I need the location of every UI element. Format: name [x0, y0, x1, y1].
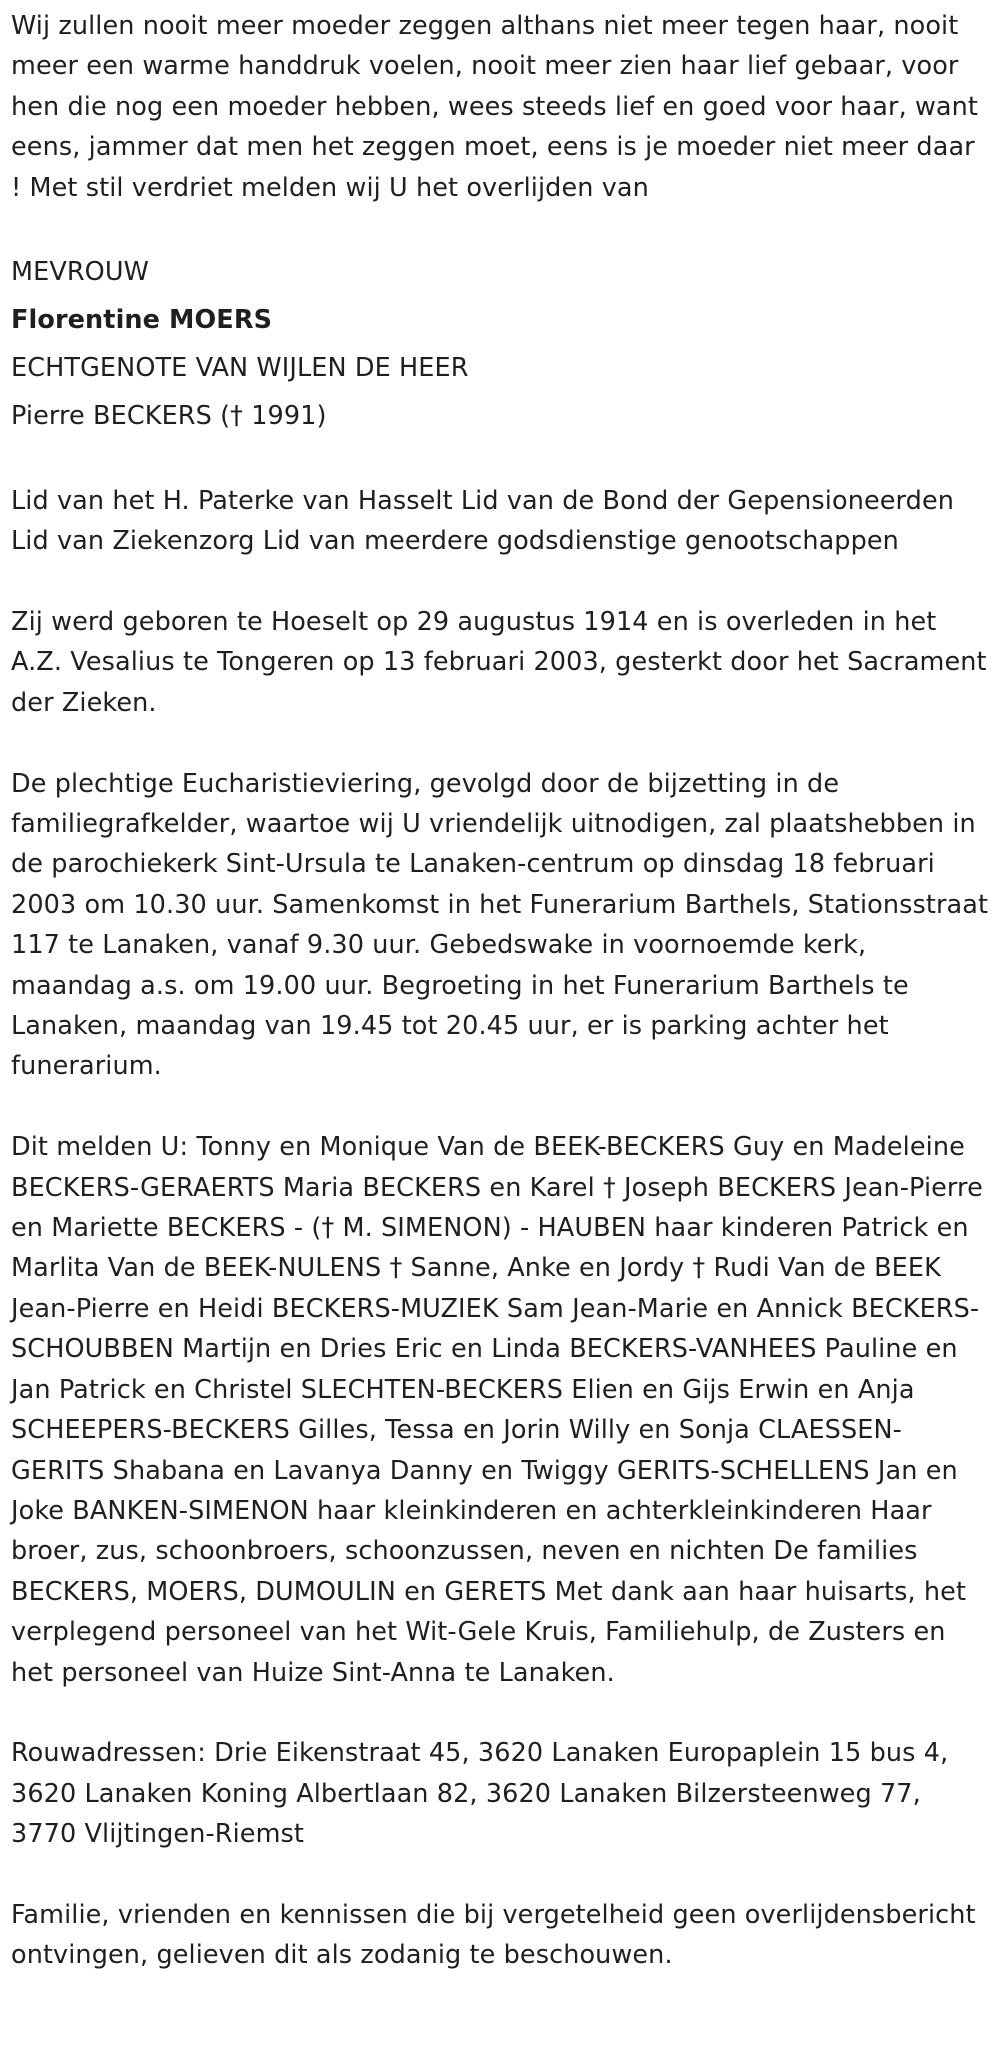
spouse-name: Pierre BECKERS († 1991)	[11, 401, 327, 432]
addresses-paragraph: Rouwadressen: Drie Eikenstraat 45, 3620 Lanaken Europaplein 15 bus 4, 3620 Lanaken Koning Albertlaan 82, 3620 Lanaken Bilzersteenweg 77, 3770 Vlijtingen-Riemst	[11, 1738, 949, 1850]
spacer	[11, 440, 991, 480]
memberships-paragraph: Lid van het H. Paterke van Hasselt Lid van de Bond der Gepensioneerden Lid van Ziekenzorg Lid van meerdere godsdienstige genootschappen	[11, 485, 955, 557]
spacer	[11, 1087, 991, 1127]
closing-paragraph: Familie, vrienden en kennissen die bij vergetelheid geen overlijdensbericht ontvingen, gelieven dit als zodanig te beschouwen.	[11, 1899, 976, 1971]
spacer	[11, 1693, 991, 1733]
family-paragraph: Dit melden U: Tonny en Monique Van de BEEK-BECKERS Guy en Madeleine BECKERS-GERAERTS Maria BECKERS en Karel † Joseph BECKERS Jean-Pierre en Mariette BECKERS - († M. SIMENON) - HAUBEN haar kinderen Patrick en Marlita Van de BEEK-NULENS † Sanne, Anke en Jordy † Rudi Van de BEEK Jean-Pierre en Heidi BECKERS-MUZIEK Sam Jean-Marie en Annick BECKERS-SCHOUBBEN Martijn en Dries Eric en Linda BECKERS-VANHEES Pauline en Jan Patrick en Christel SLECHTEN-BECKERS Elien en Gijs Erwin en Anja SCHEEPERS-BECKERS Gilles, Tessa en Jorin Willy en Sonja CLAESSEN-GERITS Shabana en Lavanya Danny en Twiggy GERITS-SCHELLENS Jan en Joke BANKEN-SIMENON haar kleinkinderen en achterkleinkinderen Haar broer, zus, schoonbroers, schoonzussen, neven en nichten De families BECKERS, MOERS, DUMOULIN en GERETS Met dank aan haar huisarts, het verplegend personeel van het Wit-Gele Kruis, Familiehulp, de Zusters en het personeel van Huize Sint-Anna te Lanaken.	[11, 1132, 983, 1688]
intro-paragraph: Wij zullen nooit meer moeder zeggen althans niet meer tegen haar, nooit meer een warme handdruk voelen, nooit meer zien haar lief gebaar, voor hen die nog een moeder hebben, wees steeds lief en goed voor haar, want eens, jammer dat men het zeggen moet, eens is je moeder niet meer daar ! Met stil verdriet melden wij U het overlijden van	[11, 11, 979, 203]
death-notice	[11, 6, 991, 1976]
spacer	[11, 208, 991, 248]
deceased-name: Florentine MOERS	[11, 305, 273, 336]
spacer	[11, 562, 991, 602]
ceremony-paragraph: De plechtige Eucharistieviering, gevolgd door de bijzetting in de familiegrafkelder, waartoe wij U vriendelijk uitnodigen, zal plaatshebben in de parochiekerk Sint-Ursula te Lanaken-centrum op dinsdag 18 februari 2003 om 10.30 uur. Samenkomst in het Funerarium Barthels, Stationsstraat 117 te Lanaken, vanaf 9.30 uur. Gebedswake in voornoemde kerk, maandag a.s. om 19.00 uur. Begroeting in het Funerarium Barthels te Lanaken, maandag van 19.45 tot 20.45 uur, er is parking achter het funerarium.	[11, 768, 989, 1082]
deceased-block	[11, 248, 991, 440]
spacer	[11, 723, 991, 763]
spouse-prefix: ECHTGENOTE VAN WIJLEN DE HEER	[11, 353, 469, 384]
spacer	[11, 1855, 991, 1895]
birth-death-paragraph: Zij werd geboren te Hoeselt op 29 augustus 1914 en is overleden in het A.Z. Vesalius te Tongeren op 13 februari 2003, gesterkt door het Sacrament der Zieken.	[11, 607, 987, 718]
honorific: MEVROUW	[11, 257, 149, 288]
